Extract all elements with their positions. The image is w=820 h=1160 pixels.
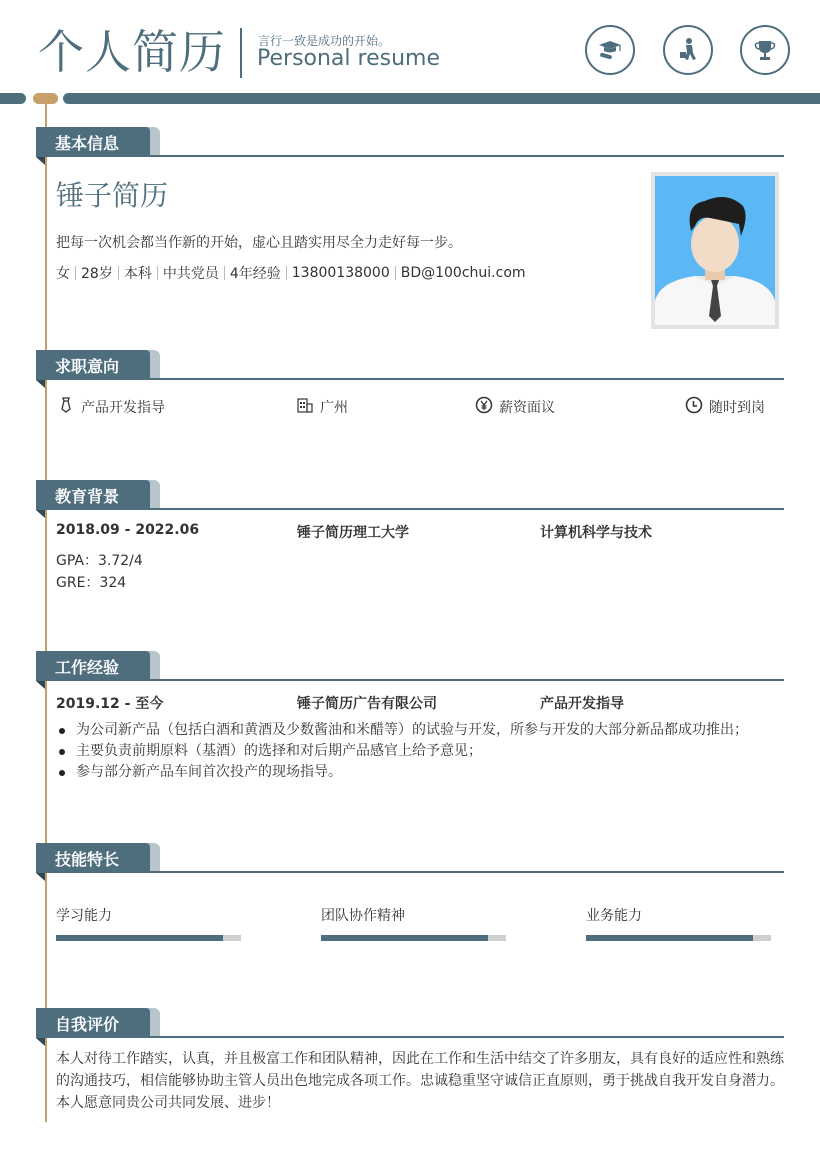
candidate-slogan: 把每一次机会都当作新的开始，虚心且踏实用尽全力走好每一步。 xyxy=(56,235,462,251)
info-political: 中共党员 xyxy=(162,266,219,282)
section-header-basic xyxy=(36,127,784,163)
education-major: 计算机科学与技术 xyxy=(540,525,652,541)
list-item: 参与部分新产品车间首次投产的现场指导。 xyxy=(56,762,748,783)
skill-item: 学习能力 xyxy=(56,905,241,925)
skill-progress-bar xyxy=(56,935,241,941)
info-gender: 女 xyxy=(56,266,70,282)
necktie-icon xyxy=(57,396,75,418)
candidate-info-row xyxy=(56,263,526,283)
list-item: 主要负责前期原料（基酒）的选择和对后期产品感官上给予意见； xyxy=(56,741,748,762)
info-email: BD@100chui.com xyxy=(400,265,526,281)
skill-item: 业务能力 xyxy=(586,905,771,925)
list-item: 为公司新产品（包括白酒和黄酒及少数酱油和米醋等）的试验与开发，所参与开发的大部分新品都成功推出； xyxy=(56,720,748,741)
skill-progress-bar xyxy=(321,935,506,941)
section-header-skills xyxy=(36,843,784,879)
section-header-work xyxy=(36,651,784,687)
yen-circle-icon xyxy=(475,396,493,418)
section-title: 基本信息 xyxy=(55,134,120,153)
section-title: 教育背景 xyxy=(55,487,120,506)
work-title: 产品开发指导 xyxy=(540,696,624,712)
section-header-self-eval xyxy=(36,1008,784,1044)
skill-item: 团队协作精神 xyxy=(321,905,506,925)
work-duties-list xyxy=(56,720,748,783)
page-title: 个人简历 xyxy=(38,25,226,79)
work-company: 锤子简历广告有限公司 xyxy=(297,696,437,712)
info-age: 28岁 xyxy=(81,266,113,282)
divider xyxy=(36,508,784,510)
skill-progress-bar xyxy=(586,935,771,941)
self-evaluation-text: 本人对待工作踏实，认真，并且极富工作和团队精神，因此在工作和生活中结交了许多朋友，具有良好的适应性和熟练的沟通技巧，相信能够协助主管人员出色地完成各项工作。忠诚稳重坚守诚信正直原则，勇于挑战自我开发自身潜力。本人愿意同贵公司共同发展、进步！ xyxy=(56,1051,784,1111)
info-experience: 4年经验 xyxy=(229,266,281,282)
section-header-education xyxy=(36,480,784,516)
section-header-intent xyxy=(36,350,784,386)
intent-availability: 随时到岗 xyxy=(685,396,765,418)
intent-salary: 薪资面议 xyxy=(475,396,555,418)
motto-text: 言行一致是成功的开始。 xyxy=(258,34,391,48)
graduation-cap-diploma-icon xyxy=(585,25,635,75)
divider xyxy=(36,679,784,681)
header-bar-main xyxy=(63,93,820,104)
title-divider xyxy=(240,28,242,78)
info-phone: 13800138000 xyxy=(291,265,390,281)
clock-icon xyxy=(685,396,703,418)
intent-position: 产品开发指导 xyxy=(57,396,165,418)
avatar xyxy=(651,172,779,329)
divider xyxy=(36,378,784,380)
candidate-name: 锤子简历 xyxy=(56,179,169,212)
running-businessman-icon xyxy=(663,25,713,75)
education-school: 锤子简历理工大学 xyxy=(297,525,409,541)
building-icon xyxy=(296,396,314,418)
timeline-line xyxy=(45,104,47,1122)
education-gre: GRE：324 xyxy=(56,575,127,591)
info-degree: 本科 xyxy=(123,266,152,282)
education-period: 2018.09 - 2022.06 xyxy=(56,522,200,538)
section-title: 求职意向 xyxy=(55,357,120,376)
header-bar-gold xyxy=(33,93,58,104)
section-title: 技能特长 xyxy=(55,850,120,869)
education-gpa: GPA：3.72/4 xyxy=(56,553,143,569)
section-title: 自我评价 xyxy=(55,1015,120,1034)
divider xyxy=(36,155,784,157)
divider xyxy=(36,1036,784,1038)
work-period: 2019.12 - 至今 xyxy=(56,696,164,712)
page-subtitle: Personal resume xyxy=(257,46,440,71)
divider xyxy=(36,871,784,873)
header-bar-left xyxy=(0,93,26,104)
intent-city: 广州 xyxy=(296,396,348,418)
trophy-icon xyxy=(740,25,790,75)
section-title: 工作经验 xyxy=(55,658,120,677)
